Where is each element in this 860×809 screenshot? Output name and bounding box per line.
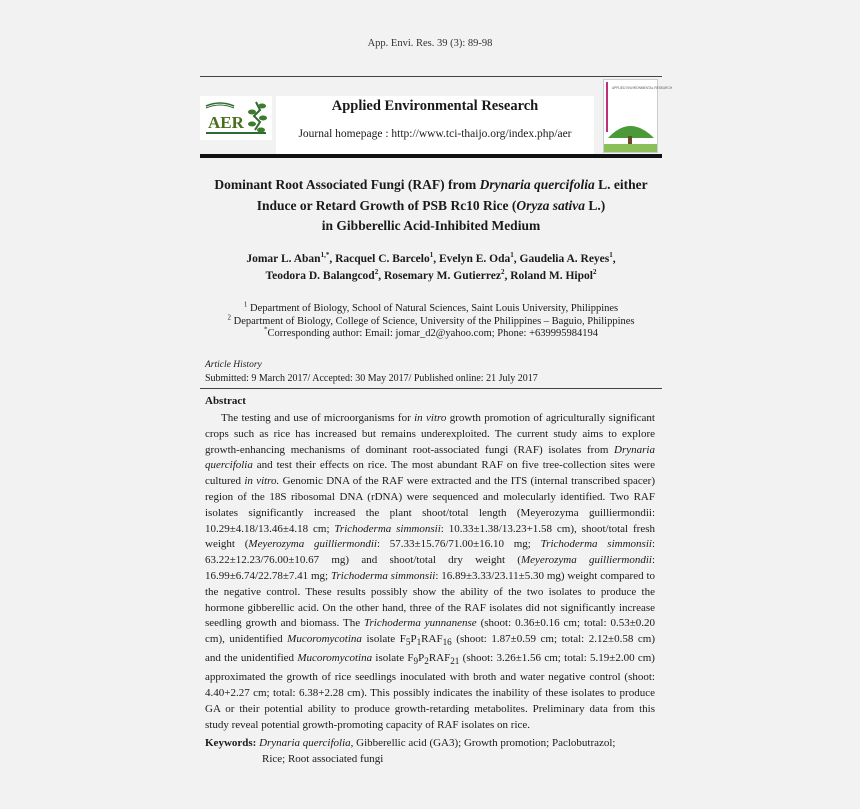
article-title	[200, 175, 662, 237]
keyword-species: Drynaria quercifolia	[259, 737, 351, 749]
author-sup: 1	[609, 251, 613, 260]
keywords-text: , Gibberellic acid (GA3); Growth promotion; Paclobutrazol;	[350, 737, 616, 749]
title-part: L.)	[585, 197, 606, 213]
svg-text:AER: AER	[208, 113, 244, 132]
affiliation-text: Department of Biology, College of Science, University of the Philippines – Baguio, Philippines	[230, 315, 635, 327]
keywords-text: Rice; Root associated fungi	[262, 752, 384, 765]
author-name: Evelyn E. Oda	[438, 253, 511, 265]
affiliation-line	[200, 325, 662, 341]
author-sup: 1	[510, 251, 514, 260]
journal-citation: App. Envi. Res. 39 (3): 89-98	[367, 38, 493, 49]
author-list: Jomar L. Aban$^{1,*}$, Racquel C. Barcelo$^1$, Evelyn E. Oda$^1$, Gaudelia A. Reyes$^1$, Teodora D. Balangcod$^2$, Rosemary M. Gutierrez$^2$, Roland M. Hipol$^2$	[246, 251, 616, 282]
author-name: Gaudelia A. Reyes	[519, 253, 610, 265]
article-history: Submitted: 9 March 2017/ Accepted: 30 May 2017/ Published online: 21 July 2017	[205, 373, 538, 384]
journal-cover-image	[603, 79, 673, 153]
author-sup: 2	[374, 268, 379, 277]
journal-homepage: Journal homepage : http://www.tci-thaijo.org/index.php/aer	[298, 128, 572, 140]
header-thick-rule	[200, 154, 662, 158]
title-species: Oryza sativa	[516, 197, 586, 213]
author-name: Teodora D. Balangcod	[265, 270, 375, 282]
top-rule	[200, 76, 662, 77]
abstract-rule	[200, 388, 662, 389]
abstract-body	[205, 411, 655, 733]
journal-name: Applied Environmental Research	[331, 98, 539, 114]
title-part: Induce or Retard Growth of PSB Rc10 Rice (	[256, 197, 517, 213]
title-part: Dominant Root Associated Fungi (RAF) from	[214, 177, 480, 192]
svg-text:APPLIED ENVIRONMENTAL RESEARCH: APPLIED ENVIRONMENTAL RESEARCH	[612, 86, 673, 90]
affiliations	[200, 300, 662, 341]
affiliation-line	[200, 300, 662, 316]
title-part: in Gibberellic Acid-Inhibited Medium	[321, 218, 541, 233]
author-name: Rosemary M. Gutierrez	[383, 270, 501, 282]
affiliation-sup: *	[263, 325, 268, 334]
abstract-heading: Abstract	[205, 395, 246, 407]
affiliation-line	[200, 313, 662, 329]
article-history-label: Article History	[205, 360, 262, 370]
keywords-label: Keywords:	[205, 737, 257, 749]
aer-logo-icon	[200, 96, 272, 140]
keywords	[205, 736, 657, 768]
author-sup: 2	[500, 268, 505, 277]
author-sup: 1	[429, 251, 434, 260]
title-species: Drynaria quercifolia	[479, 177, 595, 192]
abstract-paragraph: The testing and use of microorganisms for in vitro growth promotion of agriculturally significant crops such as rice has increased but remains underexploited. The current study aims to explore growth-enhancing mechanisms of dominant root-associated fungi (RAF) isolates from Drynaria quercifolia and test their effects on rice. The most abundant RAF on five tree-collection sites were cultured in vitro. Genomic DNA of the RAF were extracted and the ITS (internal transcribed spacer) region of the 18S ribosomal DNA (rDNA) were sequenced and molecularly identified. Two RAF isolates significantly increased the plant shoot/total length (Meyerozyma guilliermondii: 10.29±4.18/13.46±4.18 cm; Trichoderma simmonsii: 10.33±1.38/13.23+1.58 cm), shoot/total fresh weight (Meyerozyma guilliermondii: 57.33±15.76/71.00±16.10 mg; Trichoderma simmonsii: 63.22±12.23/76.00±10.67 mg) and shoot/total dry weight (Meyerozyma guilliermondii: 16.99±6.74/22.78±7.41 mg; Trichoderma simmonsii: 16.89±3.33/23.11±5.30 mg) weight compared to the negative control. These results possibly show the ability of the two isolates to produce the hormone gibberellic acid. On the other hand, three of the RAF isolates did not significantly increase seedling growth and biomass. The Trichoderma yunnanense (shoot: 0.36±0.16 cm; total: 0.53±0.20 cm), unidentified Mucoromycotina isolate $F_5P_1RAF_{16}$ (shoot: 1.87±0.59 cm; total: 2.12±0.58 cm) and the unidentified Mucoromycotina isolate $F_9P_2RAF_{21}$ (shoot: 3.26±1.56 cm; total: 5.19±2.00 cm) approximated the growth of rice seedlings inoculated with broth and water negative control (shoot: 4.40+2.27 cm; total: 6.38+2.28 cm). This possibly indicates the inability of these isolates to produce GA or their potential ability to produce growth-retarding metabolites. Preliminary data from this study reveal potential growth-promoting capacity of RAF isolates on rice.	[205, 412, 656, 731]
affiliation-sup: 2	[227, 313, 231, 321]
author-name: Roland M. Hipol	[510, 270, 593, 282]
journal-logo	[200, 96, 272, 140]
author-name: Jomar L. Aban	[246, 253, 321, 265]
author-sup: 2	[592, 268, 597, 277]
author-sup: 1,*	[320, 251, 330, 260]
cover-tree-icon	[604, 80, 673, 152]
corresponding-author: Corresponding author: Email: jomar_d2@yahoo.com; Phone: +639995984194	[267, 328, 599, 339]
affiliation-text: Department of Biology, School of Natural Sciences, Saint Louis University, Philippines	[247, 303, 619, 314]
affiliation-sup: 1	[243, 300, 248, 309]
author-name: Racquel C. Barcelo	[335, 253, 430, 265]
title-part: L. either	[594, 177, 648, 192]
